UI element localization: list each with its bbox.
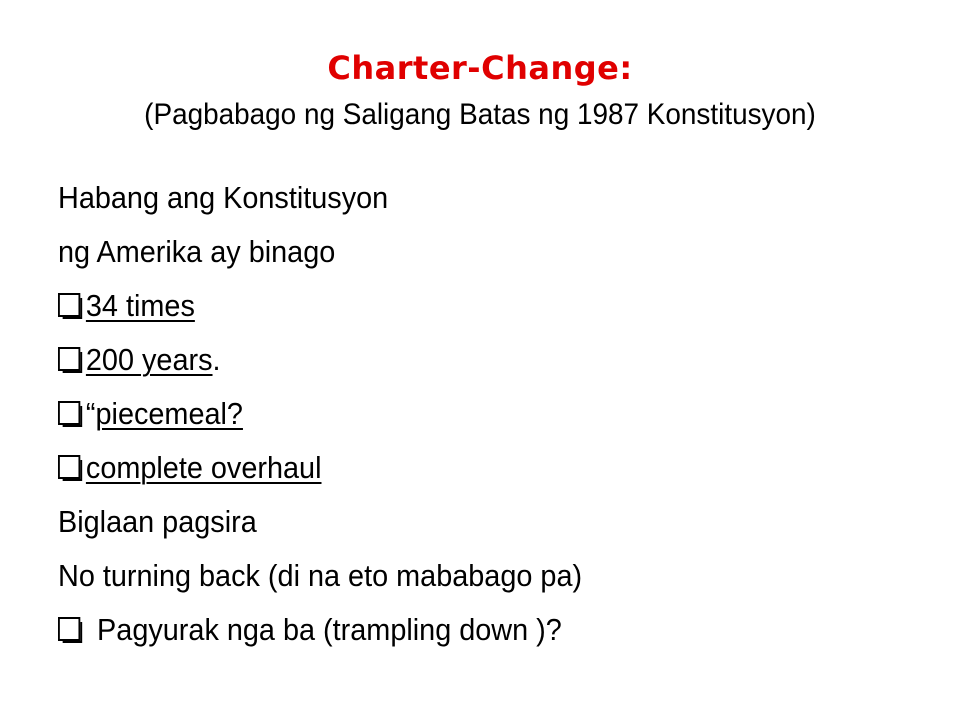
text-line	[58, 502, 876, 556]
checkbox-bullet-icon	[58, 347, 82, 373]
text-line	[58, 232, 876, 286]
bullet-item	[58, 610, 876, 664]
text-no-turning-back: No turning back (di na eto mababago pa)	[58, 558, 583, 593]
bullet-item	[58, 286, 876, 340]
bullet-text-open-quote: “	[85, 396, 96, 431]
bullet-item	[58, 448, 876, 502]
checkbox-bullet-icon	[58, 293, 82, 319]
bullet-item	[58, 394, 876, 448]
slide-body	[58, 178, 938, 664]
checkbox-bullet-icon	[58, 617, 82, 643]
text-line	[58, 556, 876, 610]
text-line	[58, 178, 876, 232]
bullet-text-200-years: 200 years	[85, 342, 213, 377]
bullet-text-period: .	[212, 342, 221, 377]
text-habang: Habang ang Konstitusyon	[58, 180, 389, 215]
text-biglaan: Biglaan pagsira	[58, 504, 257, 539]
checkbox-bullet-icon	[58, 401, 82, 427]
text-ng-amerika: ng Amerika ay binago	[58, 234, 336, 269]
bullet-text-pagyurak: Pagyurak nga ba (trampling down )?	[97, 612, 562, 647]
slide-subtitle: (Pagbabago ng Saligang Batas ng 1987 Konstitusyon)	[144, 98, 816, 131]
slide-title: Charter-Change:	[327, 49, 633, 87]
bullet-item	[58, 340, 876, 394]
bullet-text-34-times: 34 times	[85, 288, 195, 323]
bullet-text-piecemeal: piecemeal?	[95, 396, 243, 431]
checkbox-bullet-icon	[58, 455, 82, 481]
bullet-text-complete-overhaul: complete overhaul	[85, 450, 322, 485]
